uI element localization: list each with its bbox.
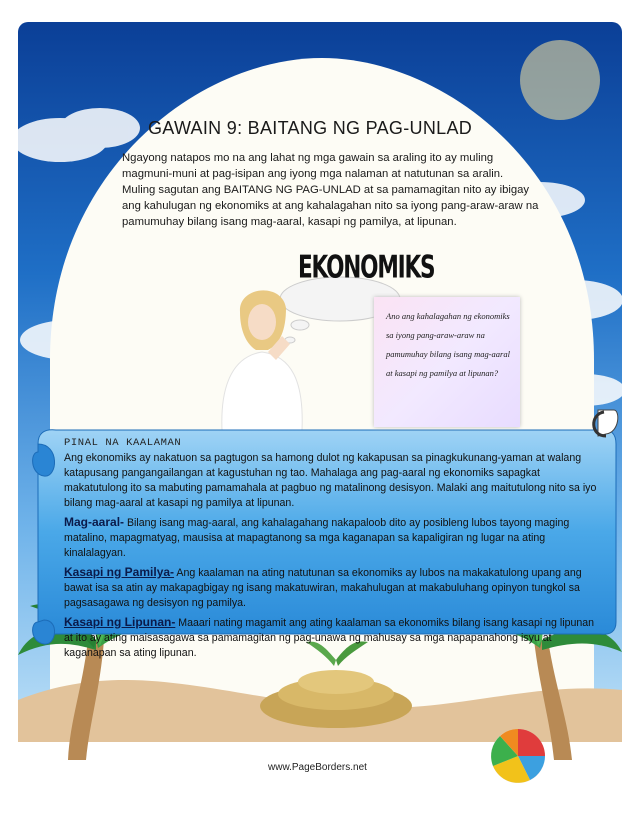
footer-credit: www.PageBorders.net — [268, 762, 367, 773]
item-text: Ang kaalaman na ating natutunan sa ekonomiks ay lubos na makakatulong upang ang bawat isa sa atin ay makapagbigay ng isang makatuwiran, makahulugan at makabuluhang opinyon tungkol sa pagsasagawa ng desisyon ng pamilya. — [64, 567, 582, 609]
question-box — [374, 297, 520, 427]
question-text: Ano ang kahalagahan ng ekonomiks sa iyong pang-araw-araw na pamumuhay bilang isang mag-aaral at kasapi ng pamilya at lipunan? — [386, 311, 510, 378]
item-label: Mag-aaral- — [64, 515, 125, 529]
panel-intro: Ang ekonomiks ay nakatuon sa pagtugon sa hamong dulot ng kakapusan sa pinagkukunang-yaman at walang katapusang pangangailangan at kagustuhan ng tao. Mahalaga ang pag-aaral ng ekonomiks sapagkat makatutulong ito sa mabuting pamamahala at pagbuo ng matalinong desisyon. Malaki ang maitutulong nito sa iyo bilang mag-aaral at kasapi ng pamilya at lipunan. — [64, 452, 597, 509]
intro-line: magmuni-muni at pag-isipan ang iyong mga nalaman at natutunan sa aralin. — [122, 168, 504, 180]
ekonomiks-word-art: EKONOMIKS — [298, 250, 435, 286]
intro-line: ang kahulugan ng ekonomiks at ang kahalagahan nito sa iyong pang-araw-araw na — [122, 200, 539, 212]
pinal-na-kaalaman-panel — [64, 436, 598, 659]
item-label: Kasapi ng Lipunan- — [64, 615, 176, 629]
intro-line: pamumuhay bilang isang mag-aaral, kasapi ng pamilya, at lipunan. — [122, 216, 457, 228]
intro-line: Ngayong natapos mo na ang lahat ng mga gawain sa araling ito ay muling — [122, 152, 494, 164]
intro-paragraph — [122, 150, 539, 230]
item-text: Bilang isang mag-aaral, ang kahalagahang nakapaloob dito ay posibleng lubos tayong maging matalino, mapagmatyag, mausisa at mapagtanong sa mga kaganapan sa kapaligiran ng lugar na ating kinalalagyan. — [64, 517, 570, 559]
panel-header: PINAL NA KAALAMAN — [64, 437, 182, 449]
item-text: Maaari nating magamit ang ating kaalaman sa ekonomiks bilang isang kasapi ng lipunan at ito ay ating maisasagawa sa pamamagitan ng pag-unawa ng mahusay sa mga napapanahong isyu at kaganapan sa ating lipunan. — [64, 617, 595, 659]
item-kasapi-ng-lipunan — [64, 615, 598, 661]
item-mag-aaral — [64, 515, 598, 561]
sun-icon — [520, 40, 600, 120]
page-title: GAWAIN 9: BAITANG NG PAG-UNLAD — [148, 118, 473, 138]
intro-line: Muling sagutan ang BAITANG NG PAG-UNLAD at sa pamamagitan nito ay ibigay — [122, 184, 530, 196]
item-kasapi-ng-pamilya — [64, 565, 598, 611]
item-label: Kasapi ng Pamilya- — [64, 565, 175, 579]
beach-ball-icon — [491, 729, 545, 783]
